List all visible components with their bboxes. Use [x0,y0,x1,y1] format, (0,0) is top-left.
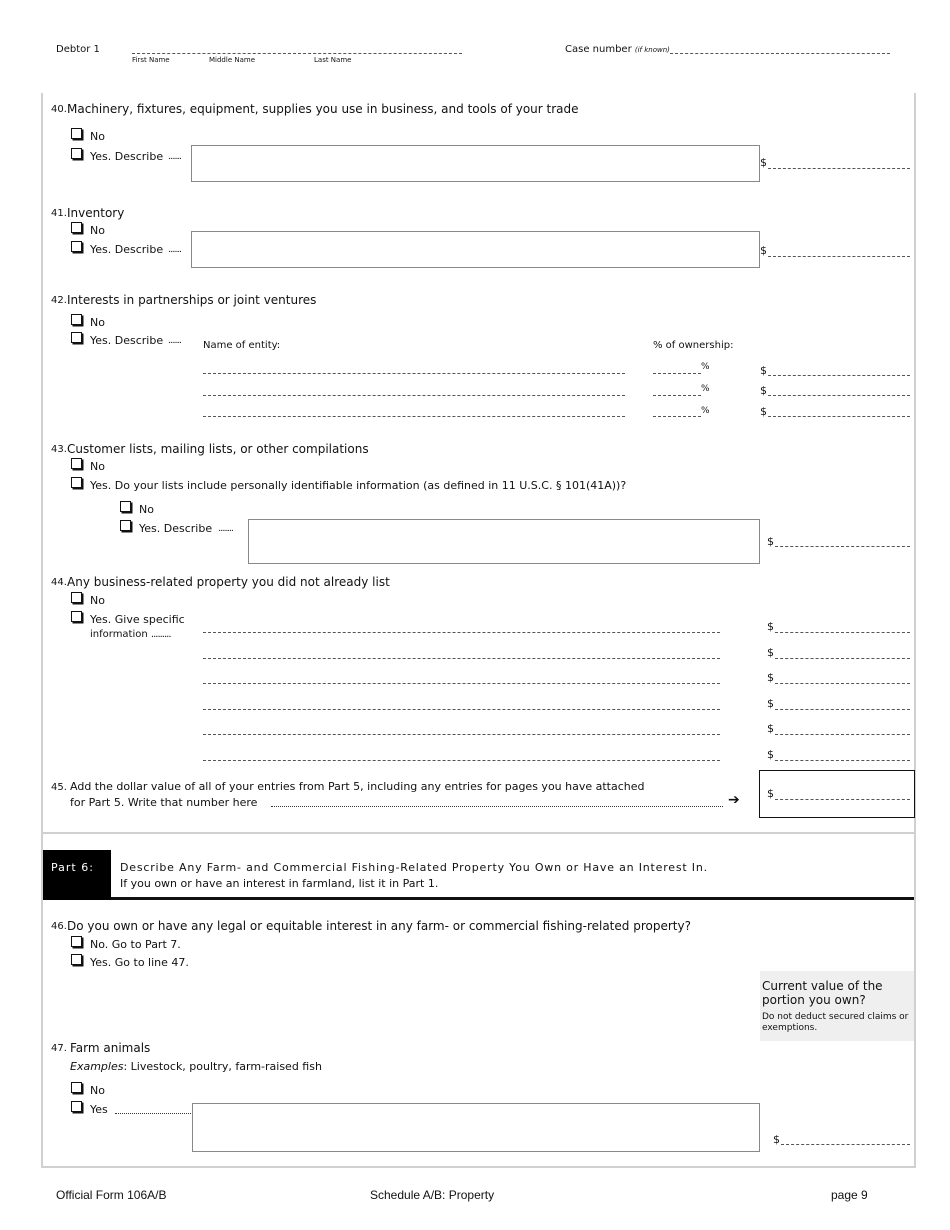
q43-value-line[interactable] [775,546,910,547]
q42-value-line-1[interactable] [768,375,910,376]
part-6-subtitle: If you own or have an interest in farmland, list it in Part 1. [120,877,439,890]
q43-yes-checkbox[interactable] [71,477,82,488]
q42-dollar-sign-2: $ [760,384,767,397]
q42-dollar-sign-1: $ [760,364,767,377]
q43-describe-box[interactable] [248,519,760,564]
q44-text: Any business-related property you did not already list [67,575,390,589]
q42-pct-line-1[interactable] [653,373,701,374]
q47-no-label: No [90,1084,105,1097]
part-6-label: Part 6: [43,850,111,900]
q47-no-checkbox[interactable] [71,1082,82,1093]
q43-dollar-sign: $ [767,535,774,548]
q41-no-checkbox[interactable] [71,222,82,233]
q40-text: Machinery, fixtures, equipment, supplies you use in business, and tools of your trade [67,102,579,116]
q40-number: 40. [51,104,67,115]
q41-dollar-sign: $ [760,244,767,257]
q40-describe-box[interactable] [191,145,760,182]
q44-dollar-sign-2: $ [767,646,774,659]
q44-info-line-4[interactable] [203,709,720,710]
q41-text: Inventory [67,206,125,220]
q45-dollar-sign: $ [767,787,774,800]
q45-line-1: Add the dollar value of all of your entries from Part 5, including any entries for pages you have attached [70,780,645,793]
q43-yes-label: Yes. Do your lists include personally identifiable information (as defined in 11 U.S.C. § 101(41A))? [90,479,627,492]
q40-yes-checkbox[interactable] [71,148,82,159]
q42-yes-label: Yes. Describe [90,334,164,347]
q41-yes-label: Yes. Describe [90,243,164,256]
q44-dollar-sign-5: $ [767,722,774,735]
first-name-caption: First Name [132,56,170,64]
q44-info-line-1[interactable] [203,632,720,633]
q44-yes-checkbox[interactable] [71,611,82,622]
case-number-line[interactable] [670,53,890,54]
q42-dollar-sign-3: $ [760,405,767,418]
current-value-note: Do not deduct secured claims or exemptions. [762,1012,909,1033]
q42-no-checkbox[interactable] [71,314,82,325]
q42-text: Interests in partnerships or joint ventures [67,293,317,307]
q44-yes-label-1: Yes. Give specific [90,613,185,626]
q42-entity-line-3[interactable] [203,416,625,417]
q44-value-line-1[interactable] [775,632,910,633]
q42-entity-line-1[interactable] [203,373,625,374]
q47-text: Farm animals [70,1041,151,1055]
q44-value-line-6[interactable] [775,760,910,761]
q44-no-label: No [90,594,105,607]
q44-dollar-sign-4: $ [767,697,774,710]
debtor-label: Debtor 1 [56,44,100,55]
q47-examples: Examples: Livestock, poultry, farm-raised fish [70,1060,322,1073]
q42-pct-sign-2: % [701,384,710,394]
q43-no-checkbox[interactable] [71,458,82,469]
q41-number: 41. [51,208,67,219]
q43-no-label: No [90,460,105,473]
q47-describe-box[interactable] [192,1103,760,1152]
q47-yes-label: Yes [90,1103,108,1116]
q44-yes-label-2: information ......... [90,629,171,640]
middle-name-caption: Middle Name [209,56,255,64]
q43-sub-no-label: No [139,503,154,516]
q44-dollar-sign-1: $ [767,620,774,633]
q41-value-line[interactable] [768,256,910,257]
q42-number: 42. [51,295,67,306]
q42-pct-sign-1: % [701,362,710,372]
q46-yes-checkbox[interactable] [71,954,82,965]
q44-number: 44. [51,577,67,588]
q41-describe-box[interactable] [191,231,760,268]
q41-yes-checkbox[interactable] [71,241,82,252]
q43-sub-yes-label: Yes. Describe [139,522,213,535]
q46-no-label: No. Go to Part 7. [90,938,181,951]
q43-sub-no-checkbox[interactable] [120,501,131,512]
case-number-label: Case number (if known) [565,44,670,55]
q44-value-line-2[interactable] [775,658,910,659]
q44-info-line-3[interactable] [203,683,720,684]
q42-ownership-label: % of ownership: [653,340,734,351]
part-6-header [43,850,914,900]
q40-value-line[interactable] [768,168,910,169]
q44-info-line-2[interactable] [203,658,720,659]
q43-text: Customer lists, mailing lists, or other compilations [67,442,369,456]
q46-no-checkbox[interactable] [71,936,82,947]
q45-leader-dots [271,806,723,807]
q46-yes-label: Yes. Go to line 47. [90,956,189,969]
q41-leader-dots: ....... [168,245,182,255]
q42-value-line-3[interactable] [768,416,910,417]
part-6-title: Describe Any Farm- and Commercial Fishing-Related Property You Own or Have an Interest In. [120,861,708,874]
q40-leader-dots: ....... [168,152,182,162]
q42-pct-line-3[interactable] [653,416,701,417]
q44-value-line-3[interactable] [775,683,910,684]
q43-leader-dots: ........ [218,524,233,534]
q47-dollar-sign: $ [773,1133,780,1146]
arrow-right-icon: ➔ [728,792,740,808]
q44-no-checkbox[interactable] [71,592,82,603]
q44-dollar-sign-3: $ [767,671,774,684]
q47-leader-dots [115,1113,191,1114]
q42-yes-checkbox[interactable] [71,332,82,343]
footer-page-number: page 9 [831,1188,868,1202]
q40-no-checkbox[interactable] [71,128,82,139]
q40-no-label: No [90,130,105,143]
q43-number: 43. [51,444,67,455]
q40-yes-label: Yes. Describe [90,150,164,163]
q42-pct-sign-3: % [701,406,710,416]
q47-number: 47. [51,1043,67,1054]
q44-value-line-4[interactable] [775,709,910,710]
q46-text: Do you own or have any legal or equitable interest in any farm- or commercial fishing-related property? [67,919,691,933]
q43-sub-yes-checkbox[interactable] [120,520,131,531]
q41-no-label: No [90,224,105,237]
footer-schedule-title: Schedule A/B: Property [370,1188,495,1202]
q42-entity-label: Name of entity: [203,340,281,351]
q47-yes-checkbox[interactable] [71,1101,82,1112]
q44-value-line-5[interactable] [775,734,910,735]
q46-number: 46. [51,921,67,932]
q45-total-box[interactable] [759,770,915,818]
q45-number: 45. [51,782,67,793]
q42-value-line-2[interactable] [768,395,910,396]
current-value-panel [760,971,914,1041]
q42-leader-dots: ....... [168,336,182,346]
q44-dollar-sign-6: $ [767,748,774,761]
debtor-name-line[interactable] [132,53,462,54]
q45-total-line[interactable] [775,799,910,800]
q42-pct-line-2[interactable] [653,395,701,396]
q45-line-2: for Part 5. Write that number here [70,796,258,809]
q42-entity-line-2[interactable] [203,395,625,396]
footer-form-number: Official Form 106A/B [56,1188,167,1202]
q44-info-line-6[interactable] [203,760,720,761]
section-divider [43,832,914,834]
last-name-caption: Last Name [314,56,352,64]
q47-value-line[interactable] [781,1144,910,1145]
q42-no-label: No [90,316,105,329]
q44-info-line-5[interactable] [203,734,720,735]
q40-dollar-sign: $ [760,156,767,169]
current-value-title: Current value of the portion you own? [762,979,883,1007]
